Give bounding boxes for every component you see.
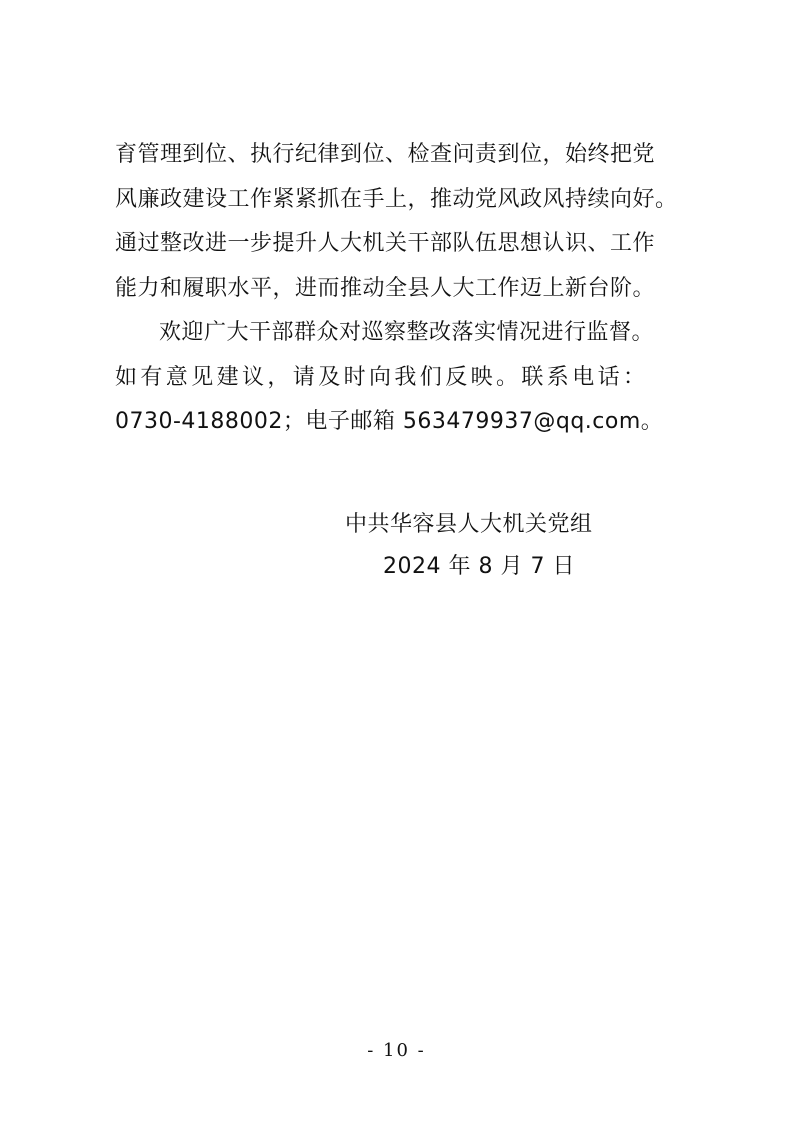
body-line: 能力和履职水平，进而推动全县人大工作迈上新台阶。 [115, 275, 656, 301]
signature-block [345, 504, 605, 588]
contact-line: 0730-4188002；电子邮箱 563479937@qq.com。 [115, 409, 664, 434]
signature-date: 2024 年 8 月 7 日 [383, 554, 575, 579]
body-paragraphs [115, 133, 695, 445]
signature-organization: 中共华容县人大机关党组 [345, 512, 593, 537]
page-number: - 10 - [367, 1040, 426, 1061]
body-line: 风廉政建设工作紧紧抓在手上，推动党风政风持续向好。 [115, 186, 678, 212]
body-line: 育管理到位、执行纪律到位、检查问责到位，始终把党 [115, 142, 656, 167]
body-line: 通过整改进一步提升人大机关干部队伍思想认识、工作 [115, 231, 656, 256]
body-line: 如有意见建议，请及时向我们反映。联系电话： [115, 364, 649, 390]
body-line-paragraph-start: 欢迎广大干部群众对巡察整改落实情况进行监督。 [159, 320, 655, 345]
